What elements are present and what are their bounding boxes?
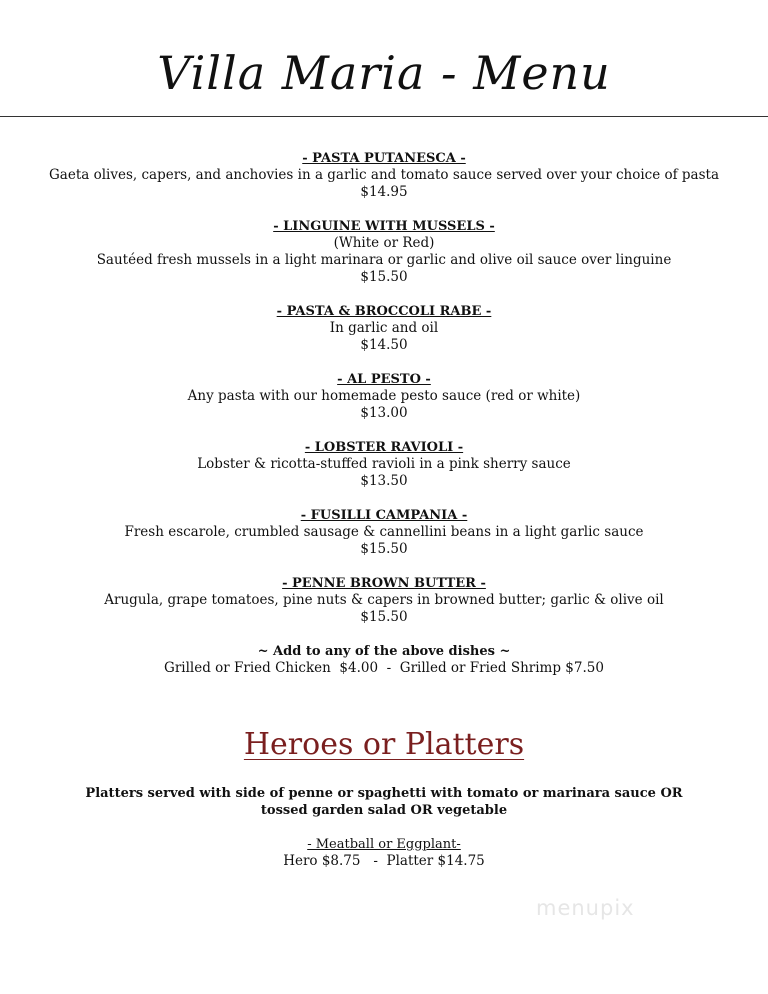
item-description: Any pasta with our homemade pesto sauce (red or white) — [187, 388, 581, 404]
item-price: $15.50 — [360, 269, 408, 285]
item-name: - PASTA PUTANESCA - — [302, 151, 466, 166]
item-name: - Meatball or Eggplant- — [307, 837, 461, 852]
menu-item — [0, 218, 768, 286]
item-price: Hero $8.75 - Platter $14.75 — [283, 853, 485, 869]
item-name: - LINGUINE WITH MUSSELS - — [273, 219, 495, 234]
menu-item — [0, 575, 768, 626]
title-divider — [0, 116, 768, 117]
watermark-logo: menupix — [536, 896, 635, 920]
item-price: $13.00 — [360, 405, 408, 421]
item-description: (White or Red) — [333, 235, 435, 251]
menu-item — [0, 150, 768, 201]
menu-item — [0, 507, 768, 558]
item-description: Fresh escarole, crumbled sausage & cannellini beans in a light garlic sauce — [124, 524, 644, 540]
addon-title: ~ Add to any of the above dishes ~ — [257, 644, 511, 659]
item-price: $14.50 — [360, 337, 408, 353]
item-price: $14.95 — [360, 184, 408, 200]
item-name: - PASTA & BROCCOLI RABE - — [276, 304, 492, 319]
platter-description: Platters served with side of penne or spaghetti with tomato or marinara sauce OR tossed garden salad OR vegetable — [85, 786, 683, 818]
addon-prices: Grilled or Fried Chicken $4.00 - Grilled or Fried Shrimp $7.50 — [164, 660, 604, 676]
section-title-heroes: Heroes or Platters — [243, 727, 525, 762]
pasta-menu-list — [0, 150, 768, 694]
item-name: - LOBSTER RAVIOLI - — [304, 440, 464, 455]
menu-title: Villa Maria - Menu — [157, 46, 611, 100]
item-price: $15.50 — [360, 541, 408, 557]
item-description: Lobster & ricotta-stuffed ravioli in a pink sherry sauce — [197, 456, 571, 472]
menu-item — [0, 371, 768, 422]
menu-item — [0, 303, 768, 354]
platters-section — [80, 785, 688, 870]
item-price: $13.50 — [360, 473, 408, 489]
item-description: Arugula, grape tomatoes, pine nuts & capers in browned butter; garlic & olive oil — [104, 592, 664, 608]
addon-block — [0, 643, 768, 677]
item-name: - AL PESTO - — [337, 372, 431, 387]
item-description: Gaeta olives, capers, and anchovies in a garlic and tomato sauce served over your choice of pasta — [49, 167, 719, 183]
item-name: - FUSILLI CAMPANIA - — [300, 508, 468, 523]
item-description: In garlic and oil — [329, 320, 439, 336]
menu-item — [0, 439, 768, 490]
item-name: - PENNE BROWN BUTTER - — [282, 576, 486, 591]
item-price: $15.50 — [360, 609, 408, 625]
item-description: Sautéed fresh mussels in a light marinara or garlic and olive oil sauce over linguine — [96, 252, 672, 268]
